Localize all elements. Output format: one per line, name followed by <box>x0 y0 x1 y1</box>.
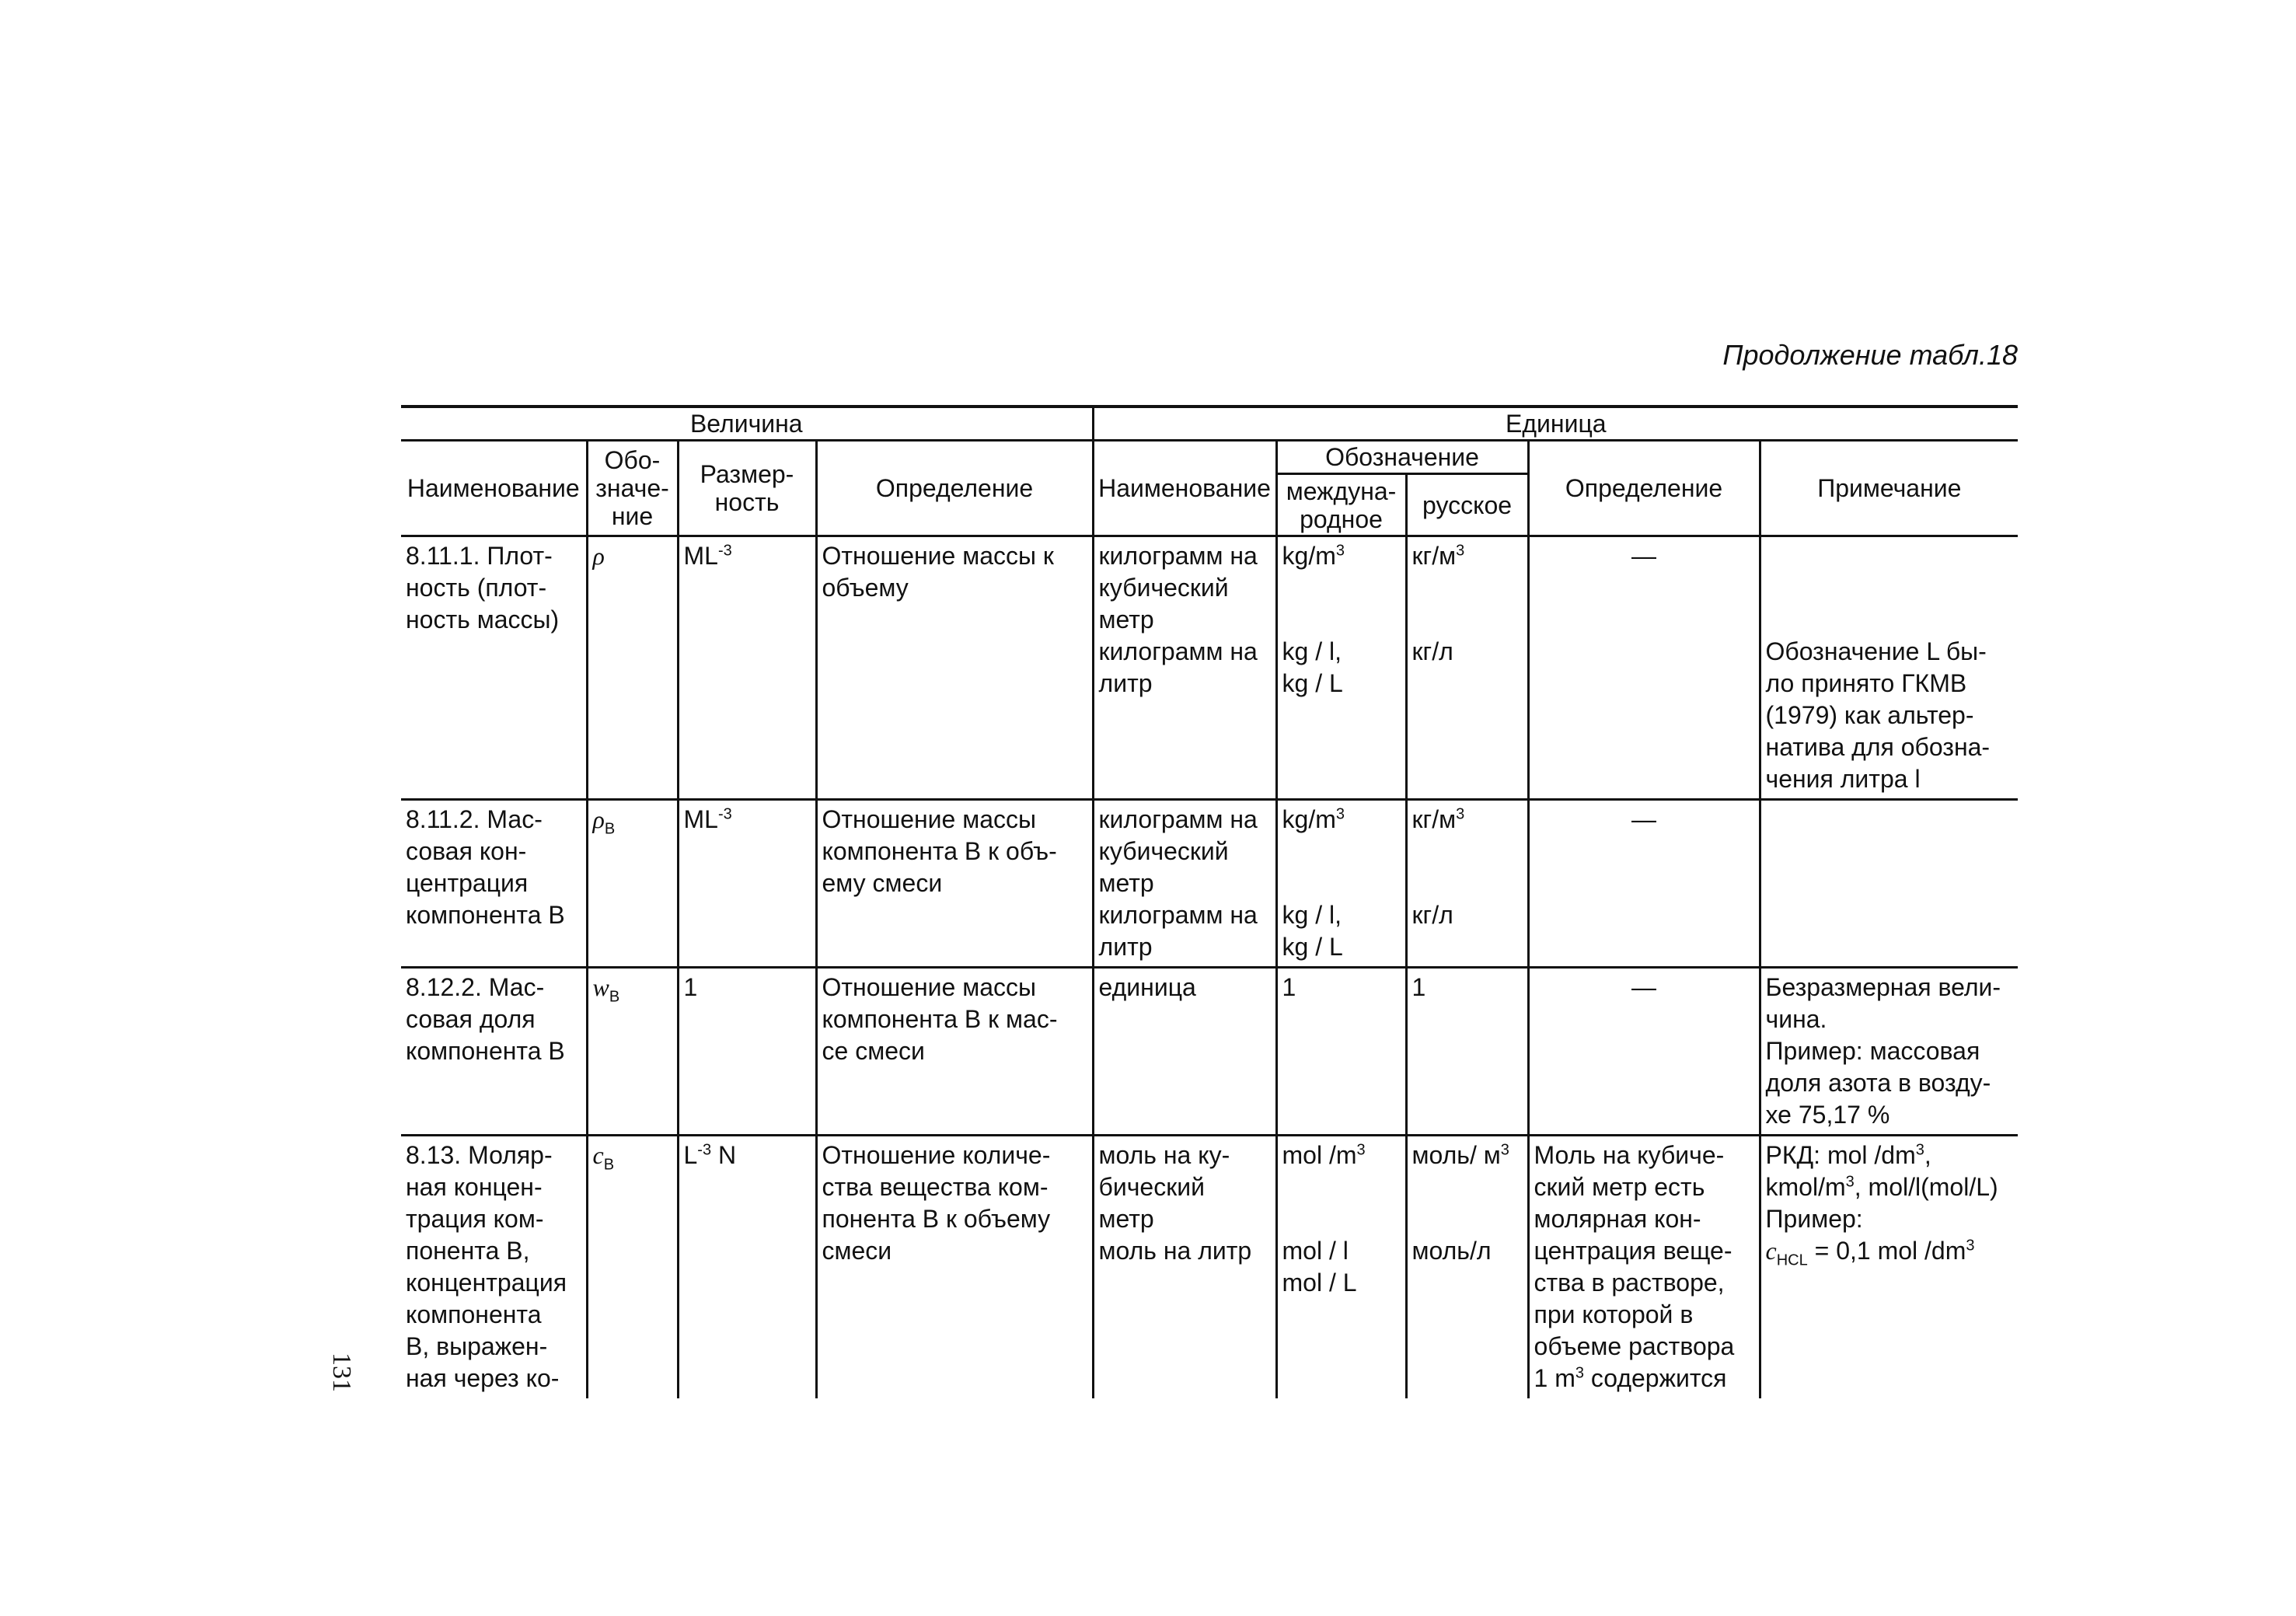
unit-definition-cell: — <box>1528 968 1760 1136</box>
quantity-symbol-cell: ρ <box>587 536 678 800</box>
table-caption: Продолжение табл.18 <box>1722 339 2018 371</box>
unit-symbol-russian-cell: $кг/м^3$ кг/л <box>1406 536 1528 800</box>
note-cell: РКД: mol $/dm^3$, kmol/$m^3$, mol/l(mol/L) Пример: $c_{HCL} = 0,1$ mol $/dm^3$ <box>1760 1136 2018 1398</box>
header-unit-symbol-international: междуна- родное <box>1276 474 1406 536</box>
header-unit-symbol-group: Обозначение <box>1276 441 1528 474</box>
page-number: 131 <box>327 1352 356 1392</box>
table-row <box>401 800 2018 968</box>
header-note: Примечание <box>1760 441 2018 536</box>
unit-name-cell: килограмм на кубический метр килограмм на литр <box>1093 536 1276 800</box>
quantity-definition-cell: Отношение массы к объему <box>816 536 1093 800</box>
quantity-name-cell: 8.12.2. Мас- совая доля компонента В <box>401 968 587 1136</box>
quantity-dimension-cell: $L^{-3}$ N <box>678 1136 816 1398</box>
unit-symbol-international-cell: 1 <box>1276 968 1406 1136</box>
table-row <box>401 968 2018 1136</box>
quantity-symbol-cell: $\rho_B$ <box>587 800 678 968</box>
header-unit-group: Единица <box>1093 407 2018 441</box>
header-unit-symbol-russian: русское <box>1406 474 1528 536</box>
quantity-definition-cell: Отношение массы компонента В к объ- ему смеси <box>816 800 1093 968</box>
quantity-definition-cell: Отношение количе- ства вещества ком- понента В к объему смеси <box>816 1136 1093 1398</box>
unit-definition-cell: — <box>1528 800 1760 968</box>
header-quantity-dimension: Размер- ность <box>678 441 816 536</box>
unit-definition-cell: — <box>1528 536 1760 800</box>
note-cell <box>1760 800 2018 968</box>
header-unit-name: Наименование <box>1093 441 1276 536</box>
quantity-symbol-cell: $w_B$ <box>587 968 678 1136</box>
quantity-name-cell: 8.13. Моляр- ная концен- трация ком- понента В, концентрация компонента В, выражен- ная через ко- <box>401 1136 587 1398</box>
note-cell: Безразмерная вели- чина. Пример: массовая доля азота в возду- хе 75,17 % <box>1760 968 2018 1136</box>
quantity-definition-cell: Отношение массы компонента В к мас- се смеси <box>816 968 1093 1136</box>
header-quantity-symbol: Обо- значе- ние <box>587 441 678 536</box>
unit-symbol-international-cell: $kg/m^3$ kg / l, kg / L <box>1276 800 1406 968</box>
unit-symbol-russian-cell: 1 <box>1406 968 1528 1136</box>
header-quantity-definition: Определение <box>816 441 1093 536</box>
table-row <box>401 536 2018 800</box>
quantity-dimension-cell: $ML^{-3}$ <box>678 536 816 800</box>
unit-definition-cell: Моль на кубиче- ский метр есть молярная кон- центрация веще- ства в растворе, при которой в объеме раствора 1 $m^3$ содержится <box>1528 1136 1760 1398</box>
note-cell: Обозначение L бы- ло принято ГКМВ (1979) как альтер- натива для обозна- чения литра l <box>1760 536 2018 800</box>
unit-name-cell: моль на ку- бический метр моль на литр <box>1093 1136 1276 1398</box>
quantity-dimension-cell: 1 <box>678 968 816 1136</box>
header-unit-definition: Определение <box>1528 441 1760 536</box>
quantity-symbol-cell: $c_B$ <box>587 1136 678 1398</box>
unit-symbol-russian-cell: $кг/м^3$ кг/л <box>1406 800 1528 968</box>
quantity-name-cell: 8.11.1. Плот- ность (плот- ность массы) <box>401 536 587 800</box>
unit-symbol-international-cell: $kg/m^3$ kg / l, kg / L <box>1276 536 1406 800</box>
header-quantity-name: Наименование <box>401 441 587 536</box>
quantity-dimension-cell: $ML^{-3}$ <box>678 800 816 968</box>
unit-symbol-russian-cell: моль/ $м^3$ моль/л <box>1406 1136 1528 1398</box>
unit-symbol-international-cell: mol $/m^3$ mol / l mol / L <box>1276 1136 1406 1398</box>
table-row <box>401 1136 2018 1398</box>
header-quantity-group: Величина <box>401 407 1093 441</box>
quantity-name-cell: 8.11.2. Мас- совая кон- центрация компонента В <box>401 800 587 968</box>
unit-name-cell: единица <box>1093 968 1276 1136</box>
quantities-table <box>401 405 2018 1398</box>
unit-name-cell: килограмм на кубический метр килограмм на литр <box>1093 800 1276 968</box>
